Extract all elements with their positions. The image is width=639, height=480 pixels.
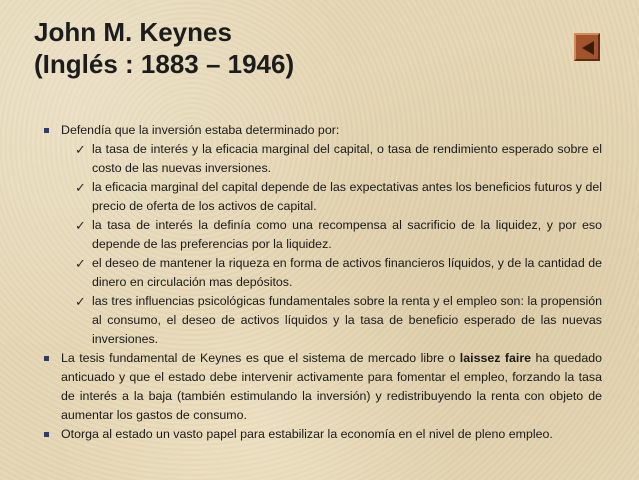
sub-bullet-item bbox=[75, 292, 602, 349]
bullet-item-inversion bbox=[44, 121, 602, 140]
sub-bullet-list bbox=[75, 140, 602, 349]
sub-bullet-text: la tasa de interés y la eficacia marginal del capital, o tasa de rendimiento esperado sobre el costo de las nuevas inversiones. bbox=[92, 142, 602, 175]
sub-bullet-text: la eficacia marginal del capital depende de las expectativas antes los beneficios futuros y del precio de oferta de los activos de capital. bbox=[92, 180, 602, 213]
checkmark-icon: ✓ bbox=[75, 218, 86, 233]
slide-body bbox=[44, 121, 602, 444]
sub-bullet-item bbox=[75, 178, 602, 216]
bullet-square-icon bbox=[44, 432, 49, 437]
bullet-item-tesis bbox=[44, 349, 602, 425]
bullet-square-icon bbox=[44, 356, 49, 361]
checkmark-icon: ✓ bbox=[75, 142, 86, 157]
bullet-square-icon bbox=[44, 128, 49, 133]
bullet-text-before: La tesis fundamental de Keynes es que el sistema de mercado libre o bbox=[61, 351, 460, 365]
sub-bullet-item bbox=[75, 140, 602, 178]
sub-bullet-text: las tres influencias psicológicas fundamentales sobre la renta y el empleo son: la propensión al consumo, el deseo de activos líquidos y la tasa de beneficio esperado de las nuevas inversiones. bbox=[92, 294, 602, 346]
title-line-dates: (Inglés : 1883 – 1946) bbox=[34, 49, 295, 79]
bullet-text-after: ha quedado anticuado y que el estado debe intervenir activamente para fomentar el empleo, forzando la tasa de interés a la baja (también estimulando la inversión) y redistribuyendo la renta con objeto de aumentar los gastos de consumo. bbox=[61, 351, 602, 422]
bullet-text-bold: laissez faire bbox=[459, 351, 532, 365]
bullet-text: Otorga al estado un vasto papel para estabilizar la economía en el nivel de pleno empleo. bbox=[61, 427, 553, 441]
slide-title bbox=[34, 16, 294, 80]
sub-bullet-text: el deseo de mantener la riqueza en forma de activos financieros líquidos, y de la cantidad de dinero en circulación mas depósitos. bbox=[92, 256, 602, 289]
checkmark-icon: ✓ bbox=[75, 294, 86, 309]
sub-bullet-text: la tasa de interés la definía como una recompensa al sacrificio de la liquidez, y por eso depende de las preferencias por la liquidez. bbox=[92, 218, 602, 251]
bullet-item-estado bbox=[44, 425, 602, 444]
checkmark-icon: ✓ bbox=[75, 180, 86, 195]
bullet-text: Defendía que la inversión estaba determinado por: bbox=[61, 123, 340, 137]
sub-bullet-item bbox=[75, 254, 602, 292]
title-line-name: John M. Keynes bbox=[34, 17, 232, 47]
sub-bullet-item bbox=[75, 216, 602, 254]
checkmark-icon: ✓ bbox=[75, 256, 86, 271]
back-arrow-icon bbox=[579, 39, 597, 57]
back-button[interactable] bbox=[574, 33, 600, 61]
